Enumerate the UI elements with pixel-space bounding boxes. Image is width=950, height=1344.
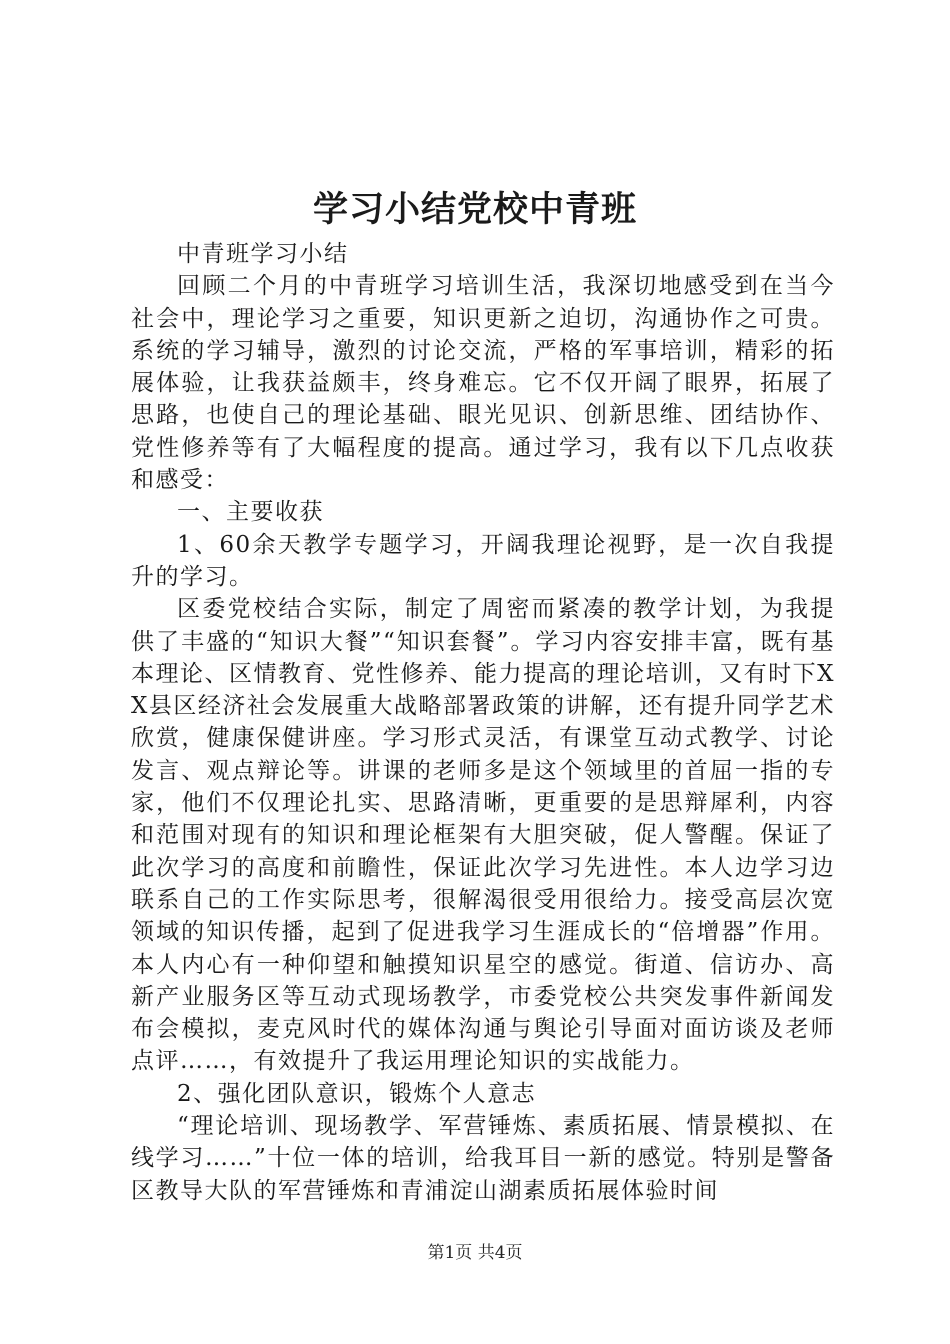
paragraph-point-2-detail: “理论培训、现场教学、军营锤炼、素质拓展、情景模拟、在线学习……”十位一体的培训，给我耳目一新的感觉。特别是警备区教导大队的军营锤炼和青浦淀山湖素质拓展体验时间 <box>131 1113 835 1204</box>
section-heading-main-gains: 一、主要收获 <box>177 499 324 526</box>
document-body <box>131 238 835 1207</box>
point-heading-1: 1、60余天教学专题学习，开阔我理论视野，是一次自我提升的学习。 <box>131 531 835 590</box>
paragraph-point-1-detail: 区委党校结合实际，制定了周密而紧凑的教学计划，为我提供了丰盛的“知识大餐”“知识套餐”。学习内容安排丰富，既有基本理论、区情教育、党性修养、能力提高的理论培训，又有时下XX县区经济社会发展重大战略部署政策的讲解，还有提升同学艺术欣赏，健康保健讲座。学习形式灵活，有课堂互动式教学、讨论发言、观点辩论等。讲课的老师多是这个领域里的首屈一指的专家，他们不仅理论扎实、思路清晰，更重要的是思辩犀利，内容和范围对现有的知识和理论框架有大胆突破，促人警醒。保证了此次学习的高度和前瞻性，保证此次学习先进性。本人边学习边联系自己的工作实际思考，很解渴很受用很给力。接受高层次宽领域的知识传播，起到了促进我学习生涯成长的“倍增器”作用。本人内心有一种仰望和触摸知识星空的感觉。街道、信访办、高新产业服务区等互动式现场教学，市委党校公共突发事件新闻发布会模拟，麦克风时代的媒体沟通与舆论引导面对面访谈及老师点评……，有效提升了我运用理论知识的实战能力。 <box>131 596 835 1075</box>
paragraph-subtitle: 中青班学习小结 <box>177 241 349 267</box>
paragraph-intro: 回顾二个月的中青班学习培训生活，我深切地感受到在当今社会中，理论学习之重要，知识更新之迫切，沟通协作之可贵。系统的学习辅导，激烈的讨论交流，严格的军事培训，精彩的拓展体验，让我获益颇丰，终身难忘。它不仅开阔了眼界，拓展了思路，也使自己的理论基础、眼光见识、创新思维、团结协作、党性修养等有了大幅程度的提高。通过学习，我有以下几点收获和感受： <box>131 273 835 494</box>
point-heading-2: 2、强化团队意识，锻炼个人意志 <box>177 1080 537 1107</box>
page-number-footer: 第1页 共4页 <box>427 1243 523 1263</box>
document-title: 学习小结党校中青班 <box>312 189 637 230</box>
